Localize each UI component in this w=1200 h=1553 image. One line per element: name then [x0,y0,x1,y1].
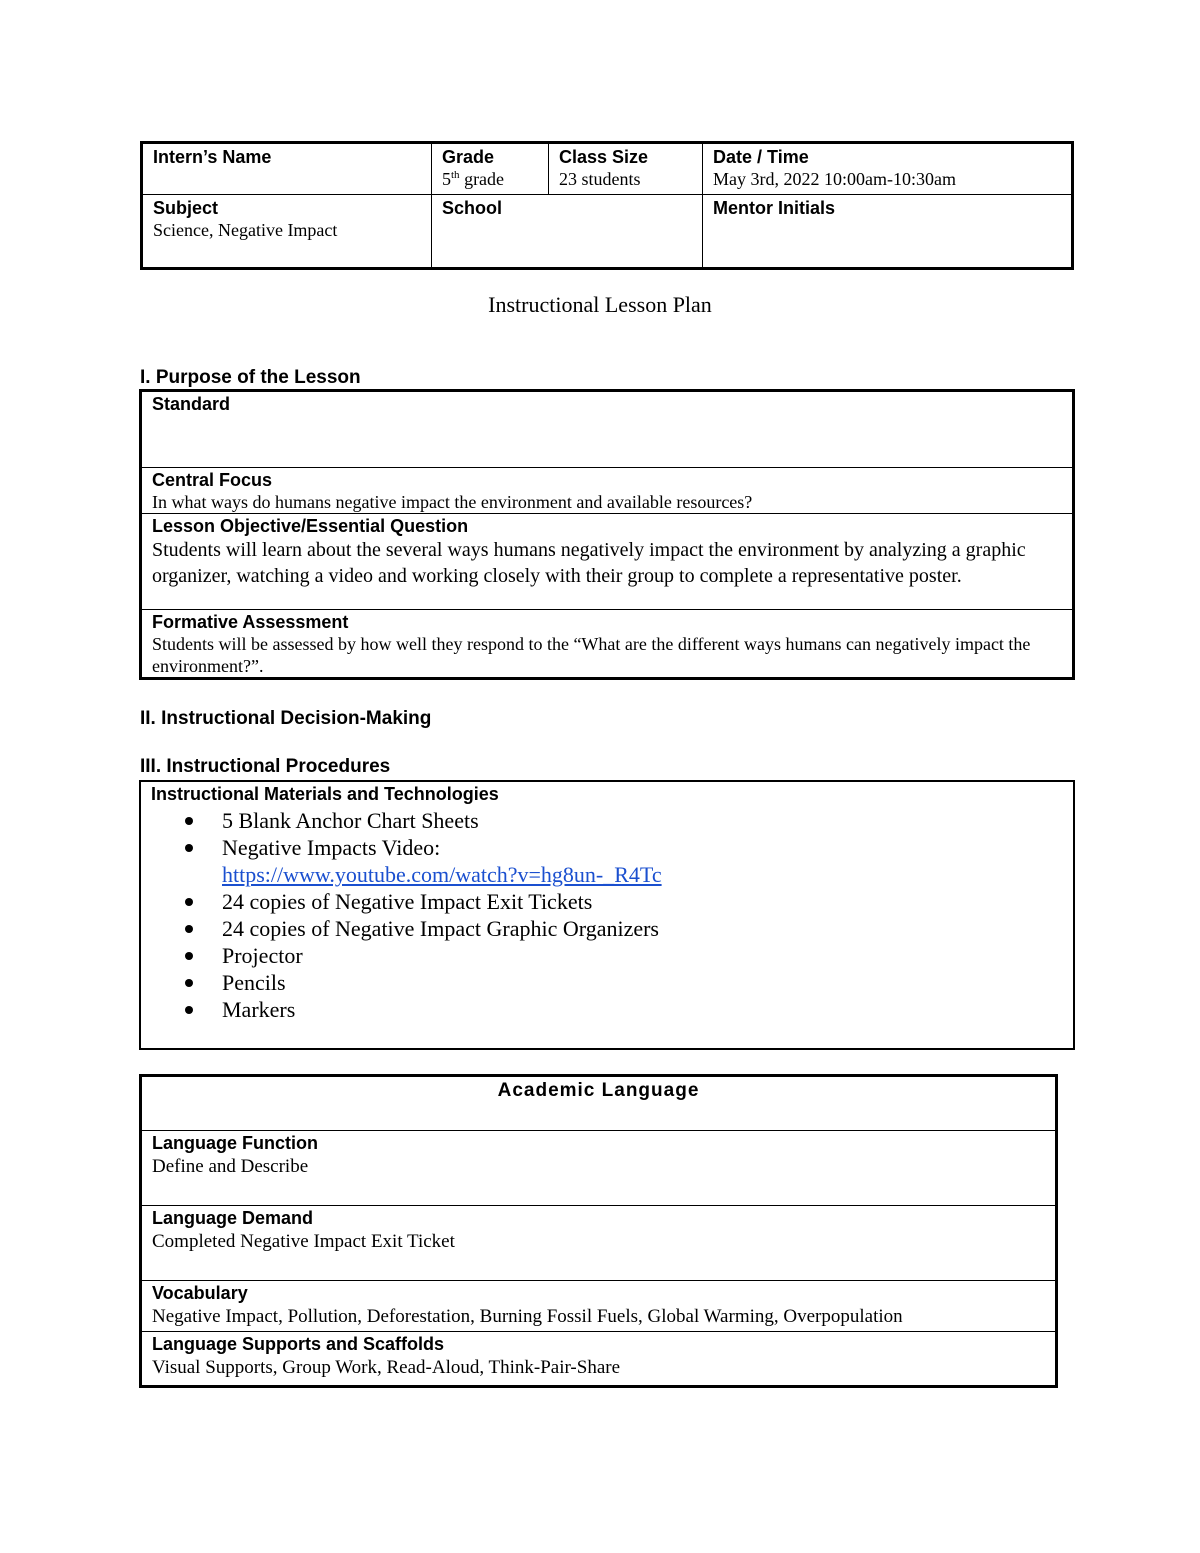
grade-suffix: th [451,169,460,181]
central-focus-cell [141,468,1074,514]
central-focus-value: In what ways do humans negative impact the environment and available resources? [152,492,753,512]
language-demand-value: Completed Negative Impact Exit Ticket [152,1231,455,1252]
language-demand-label: Language Demand [152,1208,314,1228]
mentor-initials-label: Mentor Initials [713,198,836,218]
list-item [185,834,1063,888]
vocabulary-cell [141,1281,1057,1332]
video-label: Negative Impacts Video: [222,835,441,860]
list-item: Pencils [185,969,1063,996]
list-item: 24 copies of Negative Impact Graphic Organizers [185,915,1063,942]
grade-number: 5 [442,169,451,189]
purpose-table [139,389,1075,680]
subject-cell [142,195,432,269]
objective-cell [141,514,1074,610]
intern-name-cell [142,143,432,195]
materials-list [151,807,1063,1023]
vocabulary-label: Vocabulary [152,1283,248,1303]
section-decision-heading: II. Instructional Decision-Making [140,708,432,729]
subject-label: Subject [153,198,219,218]
standard-label: Standard [152,394,231,414]
date-time-label: Date / Time [713,147,809,167]
grade-cell [432,143,549,195]
document-title: Instructional Lesson Plan [488,292,712,317]
materials-label: Instructional Materials and Technologies [151,784,499,804]
formative-assessment-value: Students will be assessed by how well they respond to the “What are the different ways humans can negatively impact the environment?”. [152,634,1031,676]
objective-value: Students will learn about the several ways humans negatively impact the environment by analyzing a graphic organizer, watching a video and working closely with their group to complete a representative poster. [152,539,1026,587]
standard-cell [141,391,1074,468]
language-function-cell [141,1131,1057,1206]
section-procedures-heading: III. Instructional Procedures [140,756,391,777]
school-cell [432,195,703,269]
language-supports-cell [141,1332,1057,1387]
date-time-cell [703,143,1073,195]
intern-name-label: Intern’s Name [153,147,272,167]
section-purpose-heading: I. Purpose of the Lesson [140,367,361,388]
date-time-value: May 3rd, 2022 10:00am-10:30am [713,169,956,189]
vocabulary-value: Negative Impact, Pollution, Deforestation, Burning Fossil Fuels, Global Warming, Overpopulation [152,1306,903,1327]
formative-assessment-cell [141,610,1074,679]
formative-assessment-label: Formative Assessment [152,612,349,632]
school-label: School [442,198,503,218]
mentor-initials-cell [703,195,1073,269]
academic-language-table [139,1074,1058,1388]
objective-label: Lesson Objective/Essential Question [152,516,469,536]
materials-box [139,780,1075,1050]
language-supports-value: Visual Supports, Group Work, Read-Aloud, Think-Pair-Share [152,1357,621,1378]
class-size-label: Class Size [559,147,649,167]
list-item: 24 copies of Negative Impact Exit Tickets [185,888,1063,915]
central-focus-label: Central Focus [152,470,273,490]
list-item: 5 Blank Anchor Chart Sheets [185,807,1063,834]
class-size-cell [549,143,703,195]
language-supports-label: Language Supports and Scaffolds [152,1334,445,1354]
academic-language-heading: Academic Language [141,1076,1057,1131]
grade-label: Grade [442,147,495,167]
video-link[interactable]: https://www.youtube.com/watch?v=hg8un-_R4Tc [222,862,662,887]
lesson-header-table [140,141,1074,270]
language-demand-cell [141,1206,1057,1281]
language-function-label: Language Function [152,1133,318,1153]
list-item: Markers [185,996,1063,1023]
grade-word: grade [459,169,505,189]
class-size-value: 23 students [559,169,641,189]
grade-value [442,168,538,190]
language-function-value: Define and Describe [152,1156,309,1177]
list-item: Projector [185,942,1063,969]
subject-value: Science, Negative Impact [153,220,338,240]
